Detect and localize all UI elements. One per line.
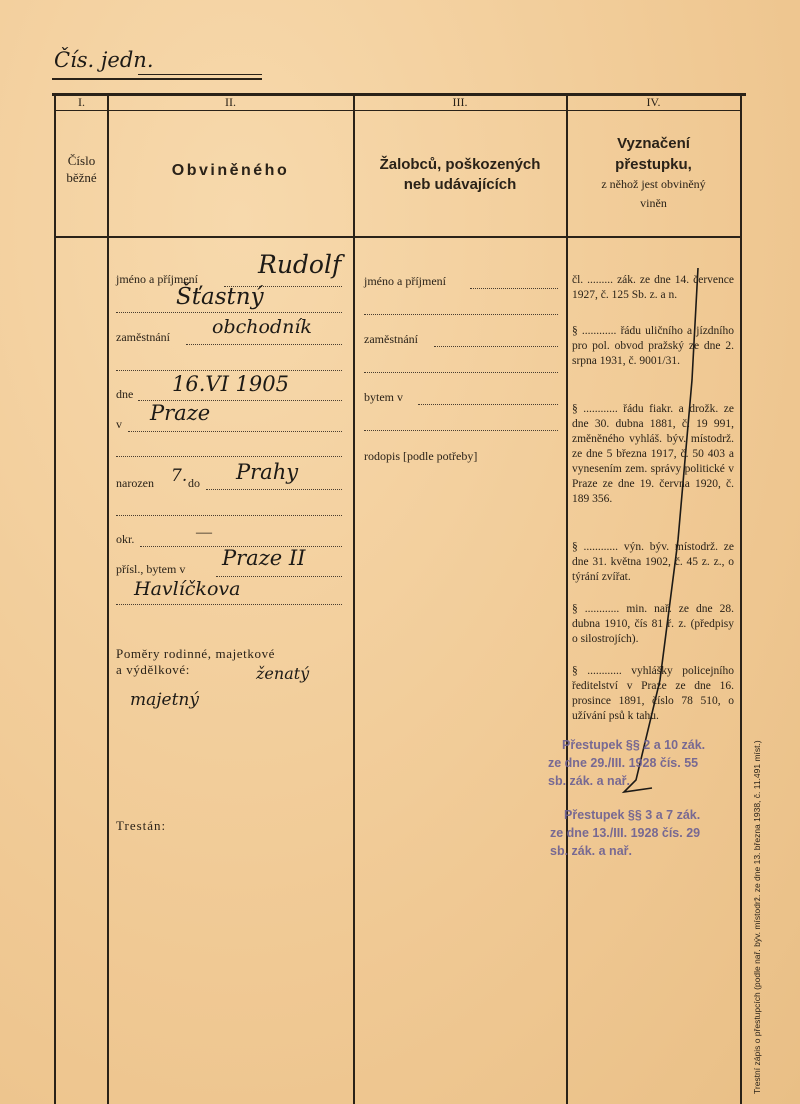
accused-district-value: — [196, 524, 212, 541]
col3-title [354, 155, 566, 195]
offence-paragraph-4: § ............ výn. býv. místodrž. ze dne 31. května 1902, č. 45 z. z., o týrání zvířat. [572, 541, 734, 583]
col4-title-line2: přestupku, [615, 156, 692, 173]
offence-paragraph-3: § ............ řádu fiakr. a drožk. ze dne 30. dubna 1881, č. 19 991, změněného vyhláš. býv. místodrž. ze dne 5 března 1917, č. 50 403 a vynesením zem. správy politické v Praze ze dne 19. června 1920, č. 189 356. [572, 403, 734, 505]
accused-in-value: Praze [150, 401, 211, 425]
accused-residence-line [216, 576, 342, 577]
col1-title-line1: Číslo [67, 153, 96, 168]
accused-born-to-label: do [188, 476, 200, 490]
col3-numeral: III. [452, 95, 468, 109]
accused-blank-line-3 [116, 515, 342, 516]
accused-occupation-value: obchodník [212, 316, 312, 338]
plaintiff-blank-line [364, 372, 558, 373]
col3-title-line2: neb udávajících [403, 176, 517, 193]
col4-numeral: IV. [646, 95, 661, 109]
header-row-line [54, 236, 742, 238]
stamp2-line1: Přestupek §§ 3 a 7 zák. [564, 808, 701, 822]
accused-punished-label: Trestán: [116, 818, 167, 833]
plaintiff-residence-line-2 [364, 430, 558, 431]
accused-residence-value: Praze II [222, 546, 306, 570]
accused-blank-line [116, 370, 342, 371]
stamp1-line3: sb. zák. a nař. [548, 774, 630, 788]
stamp1-line2: ze dne 29./III. 1928 čís. 55 [548, 756, 699, 770]
offence-paragraph-6: § ............ vyhlášky policejního ředitelství v Praze ze dne 16. prosince 1891, číslo 78 510, o užívání psů k tahu. [572, 665, 734, 722]
margin-note: Trestní zápis o přestupcích (podle nař. býv. místodrž. ze dne 13. března 1938, č. 11.491 míst.) [752, 740, 762, 1094]
numeral-row-line [54, 110, 742, 111]
offence-stamp-2 [550, 806, 740, 860]
col-divider-2 [353, 93, 355, 1104]
strike-through-mark [600, 260, 740, 800]
col3-title-line1: Žalobců, poškozených [379, 156, 541, 173]
accused-occupation-label: zaměstnání [116, 330, 170, 344]
accused-district-label: okr. [116, 532, 135, 546]
accused-born-line [206, 489, 342, 490]
accused-date-label: dne [116, 387, 134, 401]
accused-name-label: jméno a příjmení [116, 272, 198, 286]
stamp2-line2: ze dne 13./III. 1928 čís. 29 [550, 826, 701, 840]
plaintiff-residence-label: bytem v [364, 390, 403, 404]
accused-born-label: narozen [116, 476, 154, 490]
plaintiff-occupation-label: zaměstnání [364, 332, 418, 346]
offence-paragraph-5: § ............ min. nař. ze dne 28. dubna 1910, čís 81 ř. z. (předpisy o silostrojích). [572, 603, 734, 645]
table-left-border [54, 93, 56, 1104]
accused-residence-value-2: Havlíčkova [134, 578, 241, 600]
offence-paragraph-1: čl. ......... zák. ze dne 14. července 1927, č. 125 Sb. z. a n. [572, 274, 734, 301]
plaintiff-name-line-2 [364, 314, 558, 315]
plaintiff-name-label: jméno a příjmení [364, 274, 446, 288]
col1-title [56, 152, 107, 186]
accused-circumstances-label-1: Poměry rodinné, majetkové [116, 646, 276, 661]
plaintiff-occupation-line [434, 346, 558, 347]
col4-sub-line2: viněn [640, 196, 667, 210]
col4-title-line1: Vyznačení [617, 135, 690, 152]
col4-sub-line1: z něhož jest obviněný [601, 177, 706, 191]
accused-circumstances-value-1: ženatý [256, 664, 310, 683]
accused-in-label: v [116, 417, 122, 431]
accused-residence-line-2 [116, 604, 342, 605]
accused-circumstances-label-2: a výdělkové: [116, 662, 190, 677]
offence-paragraph-2: § ............ řádu uličního a jízdního pro pol. obvod pražský ze dne 2. srpna 1931, č. 9001/31. [572, 325, 734, 367]
accused-name-line-2 [116, 312, 342, 313]
accused-born-extra: 7. [171, 466, 188, 486]
stamp1-line1: Přestupek §§ 2 a 10 zák. [562, 738, 706, 752]
plaintiff-name-line [470, 288, 558, 289]
accused-blank-line-2 [116, 456, 342, 457]
accused-occupation-line [186, 344, 342, 345]
accused-born-value: Prahy [236, 460, 299, 484]
plaintiff-residence-line [418, 404, 558, 405]
col-divider-3 [566, 93, 568, 1104]
col2-numeral: II. [225, 95, 236, 109]
col4-title [567, 133, 740, 213]
plaintiff-description-label: rodopis [podle potřeby] [364, 449, 478, 463]
col-divider-1 [107, 93, 109, 1104]
col1-numeral: I. [78, 95, 85, 109]
accused-date-value: 16.VI 1905 [172, 372, 289, 396]
table-right-border [740, 93, 742, 1104]
accused-in-line [128, 431, 342, 432]
stamp2-line3: sb. zák. a nař. [550, 844, 632, 858]
accused-name-value: Rudolf [258, 250, 342, 279]
header-underline [52, 78, 262, 80]
accused-surname-value: Šťastný [176, 284, 264, 310]
case-number-label: Čís. jedn. [54, 48, 154, 72]
offence-stamp-1 [548, 736, 738, 790]
accused-circumstances-value-2: majetný [130, 690, 199, 710]
accused-residence-label: přísl., bytem v [116, 562, 186, 576]
col1-title-line2: běžné [66, 170, 97, 185]
case-number-line [138, 74, 262, 75]
col2-title: Obviněného [171, 162, 290, 179]
